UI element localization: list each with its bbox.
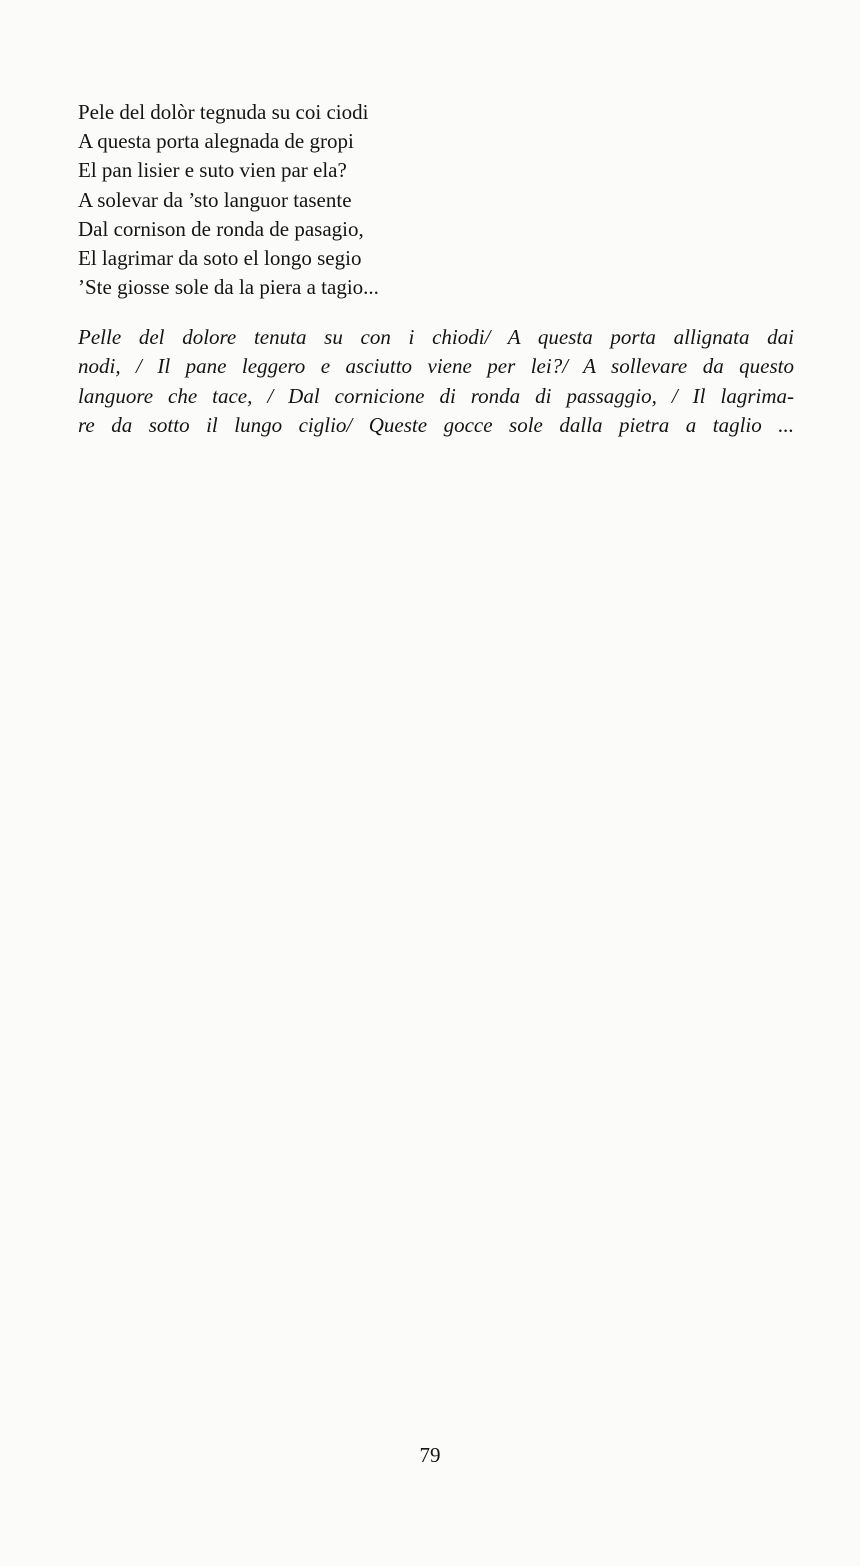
poem-line: El pan lisier e suto vien par ela? [78, 158, 347, 183]
translation-line: re da sotto il lungo ciglio/ Queste gocce sole dalla pietra a taglio ... [78, 413, 794, 438]
poem-line: Dal cornison de ronda de pasagio, [78, 216, 364, 241]
translation-line: Pelle del dolore tenuta su con i chiodi/ A questa porta allignata dai [78, 325, 794, 349]
poem-line: A solevar da ’sto languor tasente [78, 187, 352, 212]
italian-translation [78, 323, 794, 441]
translation-line: nodi, / Il pane leggero e asciutto viene per lei?/ A sollevare da questo [78, 354, 794, 379]
translation-line: languore che tace, / Dal cornicione di ronda di passaggio, / Il lagrima- [78, 383, 794, 408]
dialect-poem [78, 98, 498, 302]
poem-line: El lagrimar da soto el longo segio [78, 246, 362, 271]
page-number: 79 [419, 1443, 441, 1467]
poem-line: Pele del dolòr tegnuda su coi ciodi [78, 100, 369, 124]
poem-line: ’Ste giosse sole da la piera a tagio... [78, 275, 379, 300]
poem-line: A questa porta alegnada de gropi [78, 129, 354, 154]
